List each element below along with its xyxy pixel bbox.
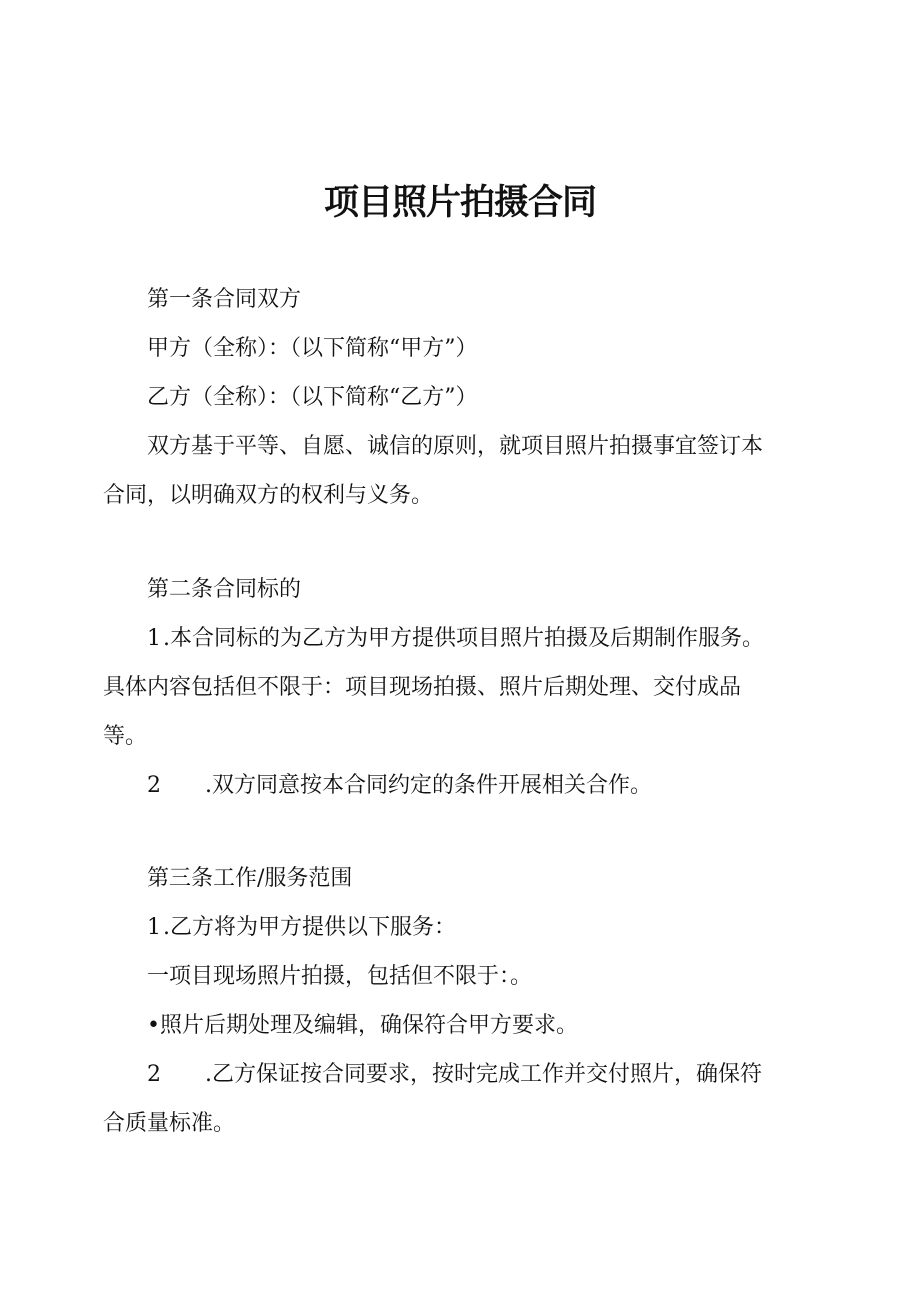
section-3-item-1-number: 1 bbox=[147, 915, 161, 940]
section-3-item-2-text: .乙方保证按合同要求，按时完成工作并交付照片，确保符 bbox=[205, 1062, 762, 1087]
section-3-item-2-number: 2 bbox=[147, 1062, 161, 1087]
section-2-item-2 bbox=[147, 771, 652, 801]
section-1-intro-line-1: 双方基于平等、自愿、诚信的原则，就项目照片拍摄事宜签订本 bbox=[147, 434, 764, 459]
section-3-item-1 bbox=[147, 913, 456, 943]
party-b-line: 乙方（全称）：（以下简称“乙方”） bbox=[147, 385, 478, 410]
section-2-item-1-line-3: 等。 bbox=[103, 724, 148, 749]
section-2-item-1-number: 1 bbox=[147, 626, 161, 651]
section-2-heading: 第二条合同标的 bbox=[147, 577, 302, 602]
section-2-item-1-line-1 bbox=[147, 624, 764, 654]
section-1-heading: 第一条合同双方 bbox=[147, 287, 302, 312]
section-3-item-1-text: .乙方将为甲方提供以下服务： bbox=[163, 915, 456, 940]
section-3-item-2-line-1 bbox=[147, 1060, 762, 1090]
document-title: 项目照片拍摄合同 bbox=[323, 183, 596, 223]
section-2-item-1-line-2: 具体内容包括但不限于：项目现场拍摄、照片后期处理、交付成品 bbox=[103, 675, 742, 700]
section-1-intro-line-2: 合同，以明确双方的权利与义务。 bbox=[103, 483, 434, 508]
section-2-item-2-number: 2 bbox=[147, 773, 161, 798]
section-2-item-1-text: .本合同标的为乙方为甲方提供项目照片拍摄及后期制作服务。 bbox=[163, 626, 764, 651]
section-2-item-2-text: .双方同意按本合同约定的条件开展相关合作。 bbox=[205, 773, 652, 798]
section-3-bullet-2: •照片后期处理及编辑，确保符合甲方要求。 bbox=[147, 1013, 578, 1038]
section-3-item-2-line-2: 合质量标准。 bbox=[103, 1111, 236, 1136]
section-3-heading: 第三条工作/服务范围 bbox=[147, 866, 353, 891]
section-3-bullet-1: 一项目现场照片拍摄，包括但不限于：。 bbox=[147, 964, 533, 989]
party-a-line: 甲方（全称）：（以下简称“甲方”） bbox=[147, 336, 478, 361]
